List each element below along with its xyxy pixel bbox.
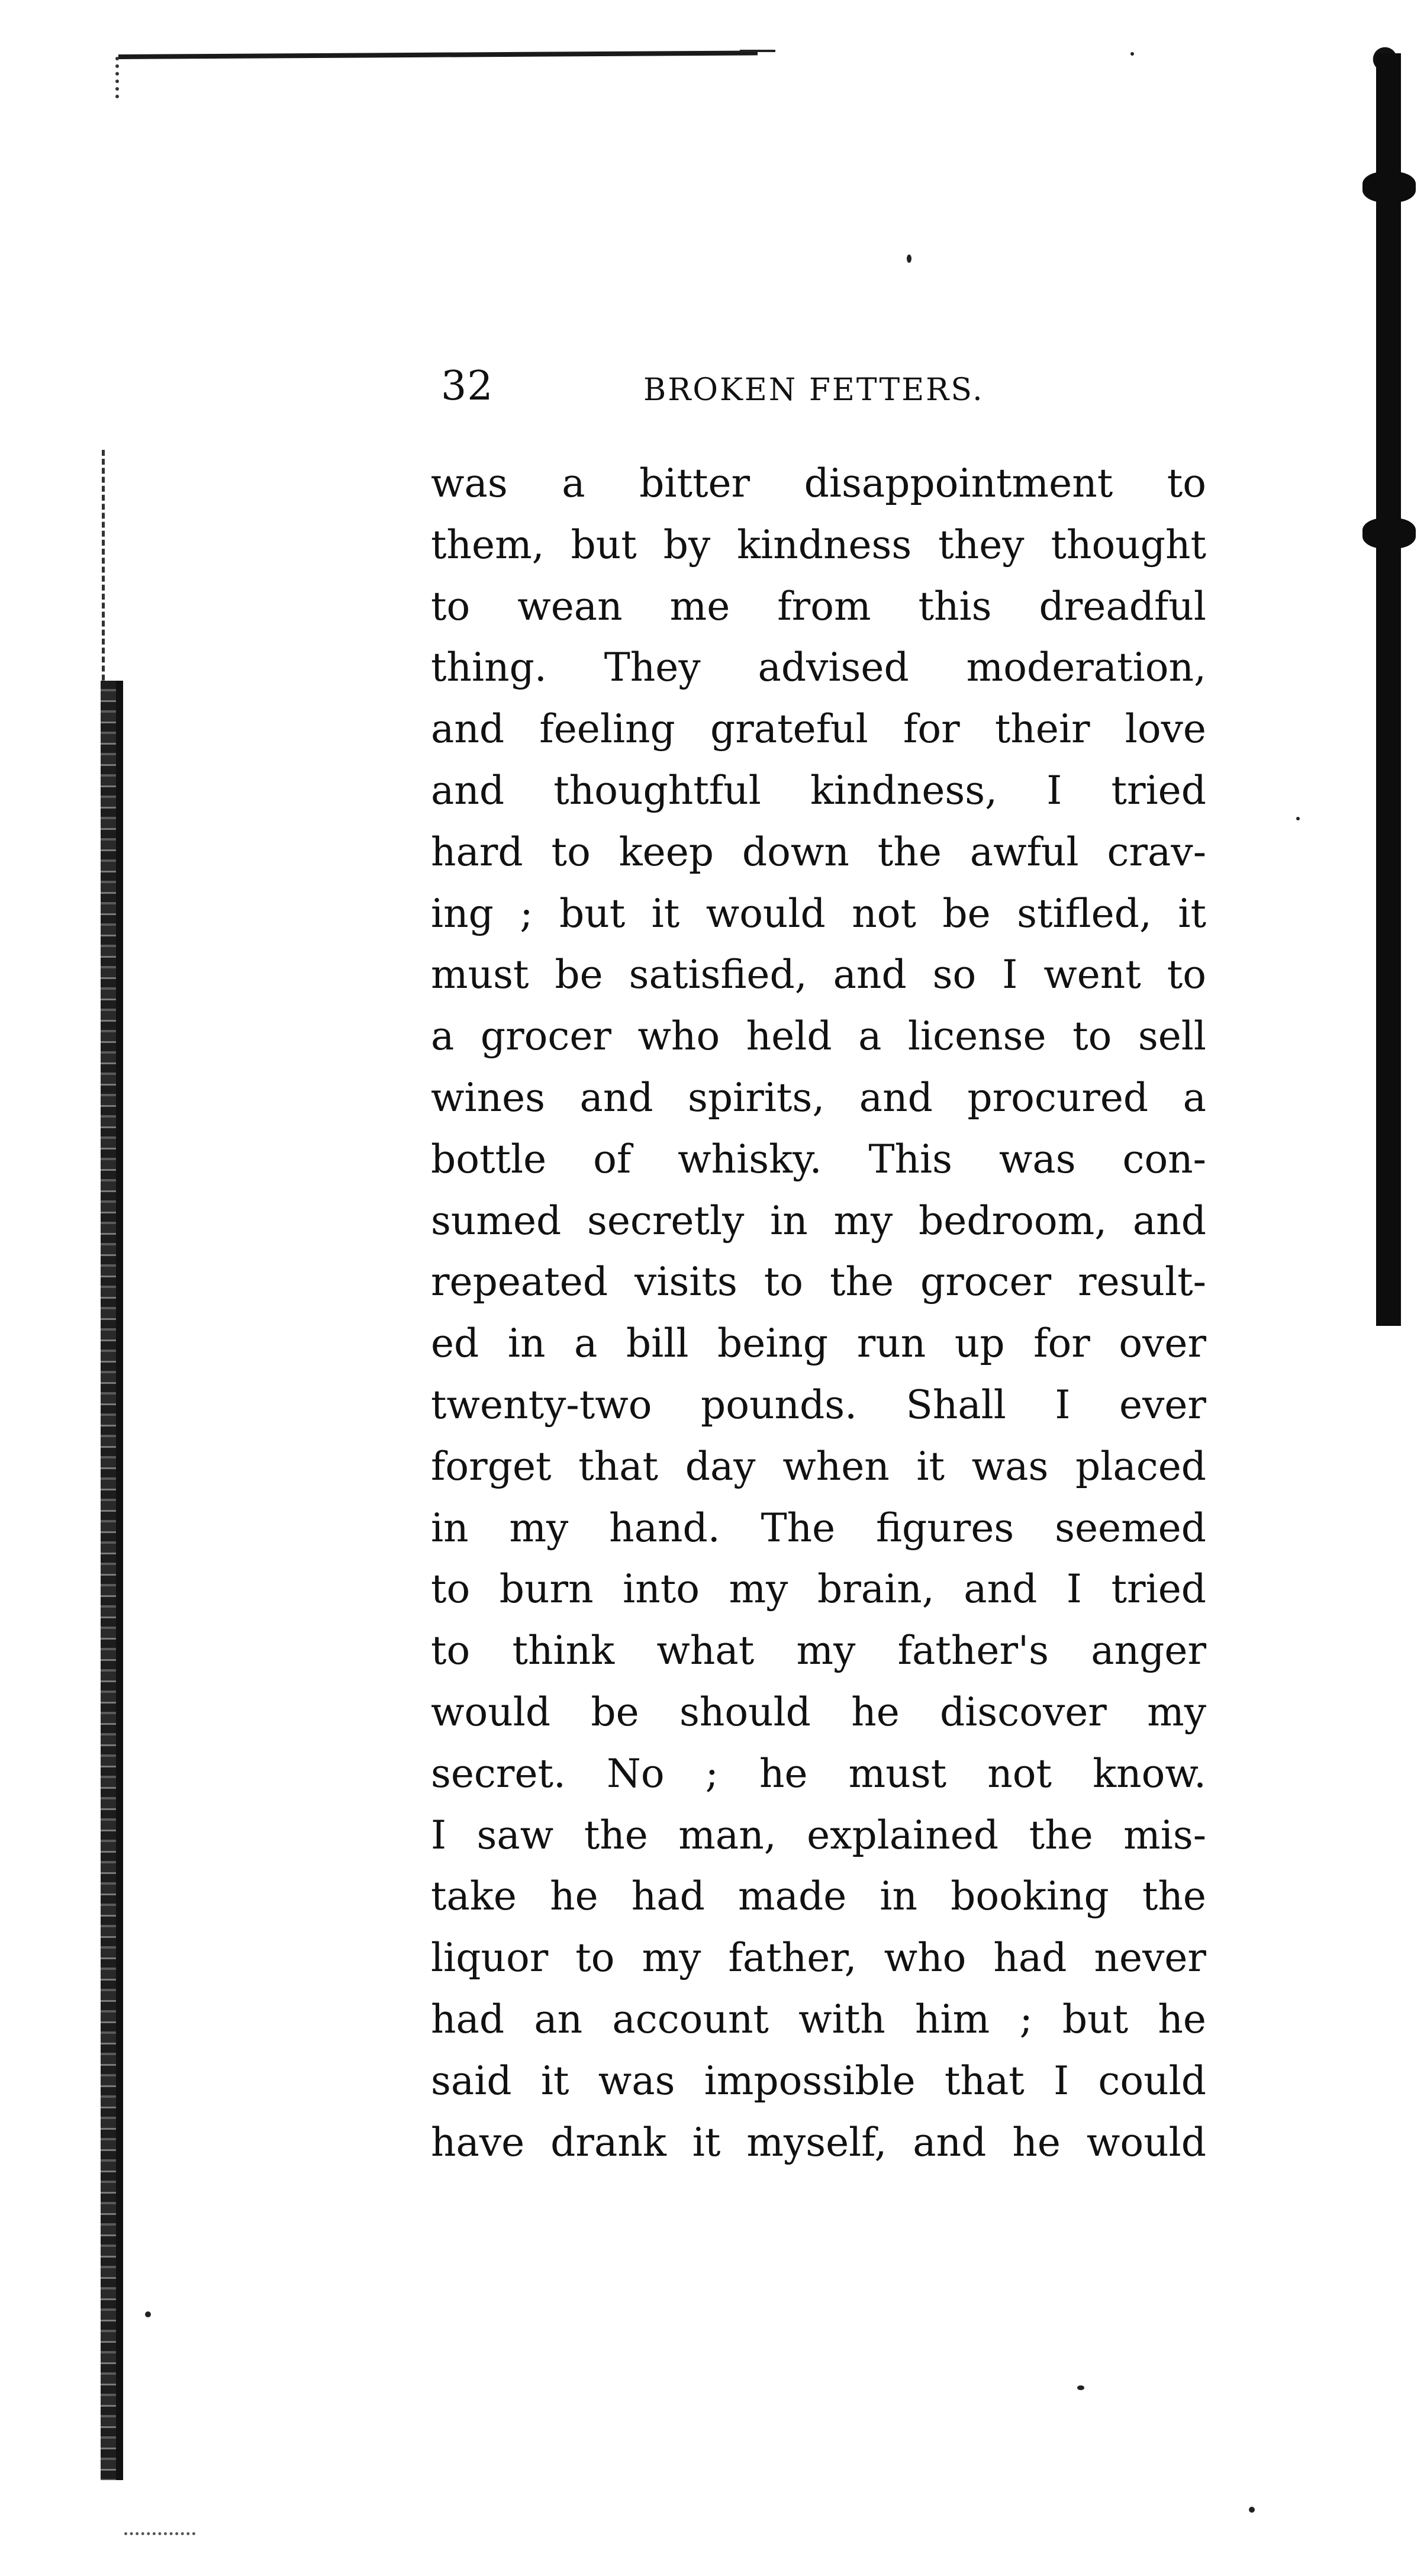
scan-speck	[1130, 52, 1134, 56]
scan-speck	[145, 2311, 151, 2317]
text-line: must be satisfied, and so I went to	[431, 952, 1206, 998]
scan-left-binding-shadow	[116, 681, 123, 2480]
page-number: 32	[441, 363, 494, 410]
scan-speck	[907, 255, 911, 263]
scan-speck	[1296, 817, 1300, 820]
text-line: liquor to my father, who had never	[431, 1935, 1206, 1981]
text-line: had an account with him ; but he	[431, 1996, 1206, 2042]
scan-right-edge-bar	[1376, 53, 1401, 1326]
text-line: to burn into my brain, and I tried	[431, 1566, 1206, 1612]
text-line: to think what my father's anger	[431, 1628, 1206, 1674]
scan-top-left-marks	[115, 57, 140, 98]
scan-right-bar-knot	[1362, 518, 1416, 549]
text-line: wines and spirits, and procured a	[431, 1074, 1206, 1120]
text-line: take he had made in booking the	[431, 1873, 1206, 1920]
text-line: secret. No ; he must not know.	[431, 1750, 1206, 1796]
text-line: and thoughtful kindness, I tried	[431, 767, 1206, 813]
scan-bottom-marks	[124, 2532, 195, 2539]
text-line: in my hand. The figures seemed	[431, 1505, 1206, 1551]
text-line: forget that day when it was placed	[431, 1443, 1206, 1489]
scan-left-edge-dots	[102, 450, 111, 698]
scan-right-bar-knot	[1362, 172, 1416, 202]
text-line: sumed secretly in my bedroom, and	[431, 1197, 1206, 1244]
text-line: was a bitter disappointment to	[431, 461, 1206, 506]
text-line: twenty-two pounds. Shall I ever	[431, 1382, 1206, 1428]
text-line: repeated visits to the grocer result-	[431, 1259, 1206, 1305]
scan-speck	[1077, 2385, 1084, 2390]
text-line: bottle of whisky. This was con-	[431, 1136, 1206, 1182]
text-line: thing. They advised moderation,	[431, 645, 1206, 691]
text-line: ed in a bill being run up for over	[431, 1321, 1206, 1367]
text-line: I saw the man, explained the mis-	[431, 1812, 1206, 1858]
text-line: them, but by kindness they thought	[431, 521, 1206, 568]
scan-top-dash	[740, 50, 775, 52]
body-text	[431, 453, 1206, 2173]
text-line: said it was impossible that I could	[431, 2057, 1206, 2104]
scan-top-rule	[118, 50, 758, 59]
text-line: ing ; but it would not be stifled, it	[431, 890, 1206, 936]
running-head: BROKEN FETTERS.	[643, 372, 984, 408]
scan-speck	[1249, 2507, 1255, 2513]
text-line: and feeling grateful for their love	[431, 706, 1206, 752]
text-line: a grocer who held a license to sell	[431, 1013, 1206, 1060]
text-line: hard to keep down the awful crav-	[431, 829, 1206, 875]
text-line: would be should he discover my	[431, 1689, 1206, 1735]
text-line: have drank it myself, and he would	[431, 2119, 1206, 2165]
page-header	[441, 360, 1210, 413]
text-line: to wean me from this dreadful	[431, 583, 1206, 629]
